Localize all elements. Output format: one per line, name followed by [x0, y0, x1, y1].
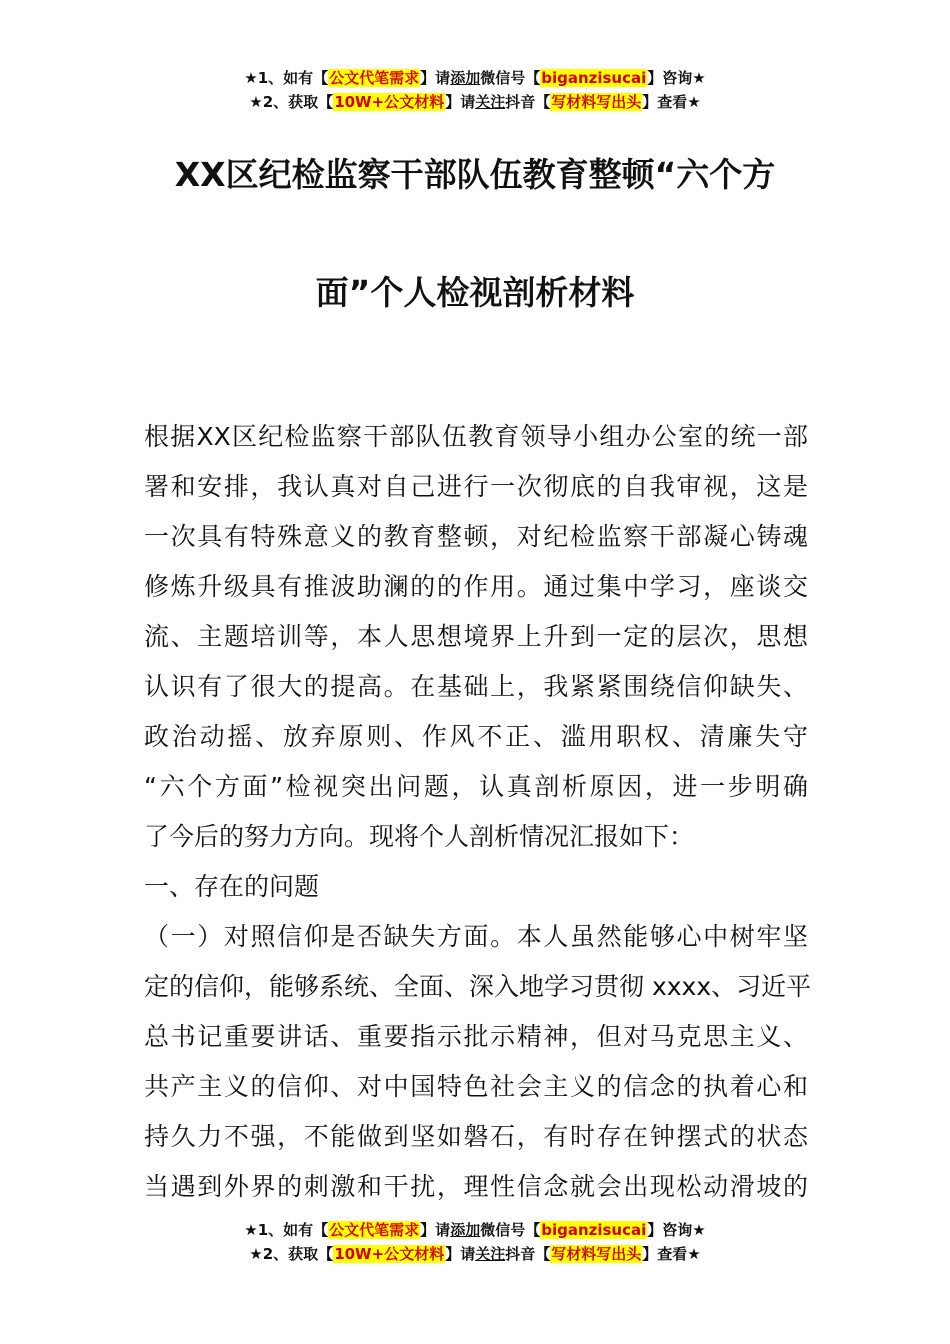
body-line: “六个方面”检视突出问题，认真剖析原因，进一步明确 [144, 772, 808, 801]
notice-highlight: biganzisucai [541, 1221, 647, 1239]
document-title-line-1: XX区纪检监察干部队伍教育整顿“六个方 [174, 155, 776, 194]
notice-underline: 添加 [450, 69, 481, 87]
notice-text: 微信号【 [480, 1221, 541, 1239]
notice-text: 】请 [445, 93, 476, 111]
body-line: 根据XX区纪检监察干部队伍教育领导小组办公室的统一部 [144, 422, 808, 451]
notice-underline: 关注 [475, 93, 506, 111]
body-line: 当遇到外界的刺激和干扰，理性信念就会出现松动滑坡的 [144, 1172, 808, 1201]
body-line: （一）对照信仰是否缺失方面。本人虽然能够心中树牢坚 [144, 922, 808, 951]
notice-text: 】咨询★ [647, 1221, 706, 1239]
document-body [144, 412, 812, 1212]
notice-highlight: 10W+公文材料 [334, 1245, 445, 1263]
notice-text: 】请 [420, 1221, 451, 1239]
document-title-line-2: 面”个人检视剖析材料 [315, 273, 635, 312]
body-line: 署和安排，我认真对自己进行一次彻底的自我审视，这是 [144, 472, 808, 501]
header-notice [0, 66, 950, 114]
notice-text: ★1、如有【 [244, 1221, 329, 1239]
notice-text: 微信号【 [480, 69, 541, 87]
footer-notice [0, 1218, 950, 1266]
body-line: 政治动摇、放弃原则、作风不正、滥用职权、清廉失守 [144, 722, 808, 751]
body-line: 定的信仰，能够系统、全面、深入地学习贯彻 xxxx、习近平 [144, 972, 812, 1001]
notice-text: 抖音【 [505, 93, 551, 111]
notice-text: 】查看★ [642, 1245, 701, 1263]
body-line: 共产主义的信仰、对中国特色社会主义的信念的执着心和 [144, 1072, 808, 1101]
notice-text: 】咨询★ [647, 69, 706, 87]
body-line: 持久力不强，不能做到坚如磐石，有时存在钟摆式的状态 [144, 1122, 808, 1151]
notice-text: 】查看★ [642, 93, 701, 111]
notice-line-2 [0, 1242, 950, 1266]
notice-text: 】请 [445, 1245, 476, 1263]
notice-text: 抖音【 [505, 1245, 551, 1263]
notice-highlight: 公文代笔需求 [329, 69, 420, 87]
notice-text: ★2、获取【 [249, 93, 334, 111]
notice-line-1 [0, 66, 950, 90]
notice-highlight: 写材料写出头 [551, 93, 642, 111]
notice-highlight: 写材料写出头 [551, 1245, 642, 1263]
notice-text: ★2、获取【 [249, 1245, 334, 1263]
notice-underline: 关注 [475, 1245, 506, 1263]
notice-line-1 [0, 1218, 950, 1242]
body-line: 一次具有特殊意义的教育整顿，对纪检监察干部凝心铸魂 [144, 522, 808, 551]
body-line: 流、主题培训等，本人思想境界上升到一定的层次，思想 [144, 622, 808, 651]
body-line: 认识有了很大的提高。在基础上，我紧紧围绕信仰缺失、 [144, 672, 808, 701]
notice-text: ★1、如有【 [244, 69, 329, 87]
body-line: 了今后的努力方向。现将个人剖析情况汇报如下： [144, 822, 695, 851]
notice-text: 】请 [420, 69, 451, 87]
section-heading: 一、存在的问题 [144, 872, 320, 901]
body-line: 总书记重要讲话、重要指示批示精神，但对马克思主义、 [144, 1022, 808, 1051]
notice-highlight: 公文代笔需求 [329, 1221, 420, 1239]
notice-underline: 添加 [450, 1221, 481, 1239]
notice-line-2 [0, 90, 950, 114]
notice-highlight: 10W+公文材料 [334, 93, 445, 111]
notice-highlight: biganzisucai [541, 69, 647, 87]
body-line: 修炼升级具有推波助澜的的作用。通过集中学习，座谈交 [144, 572, 808, 601]
